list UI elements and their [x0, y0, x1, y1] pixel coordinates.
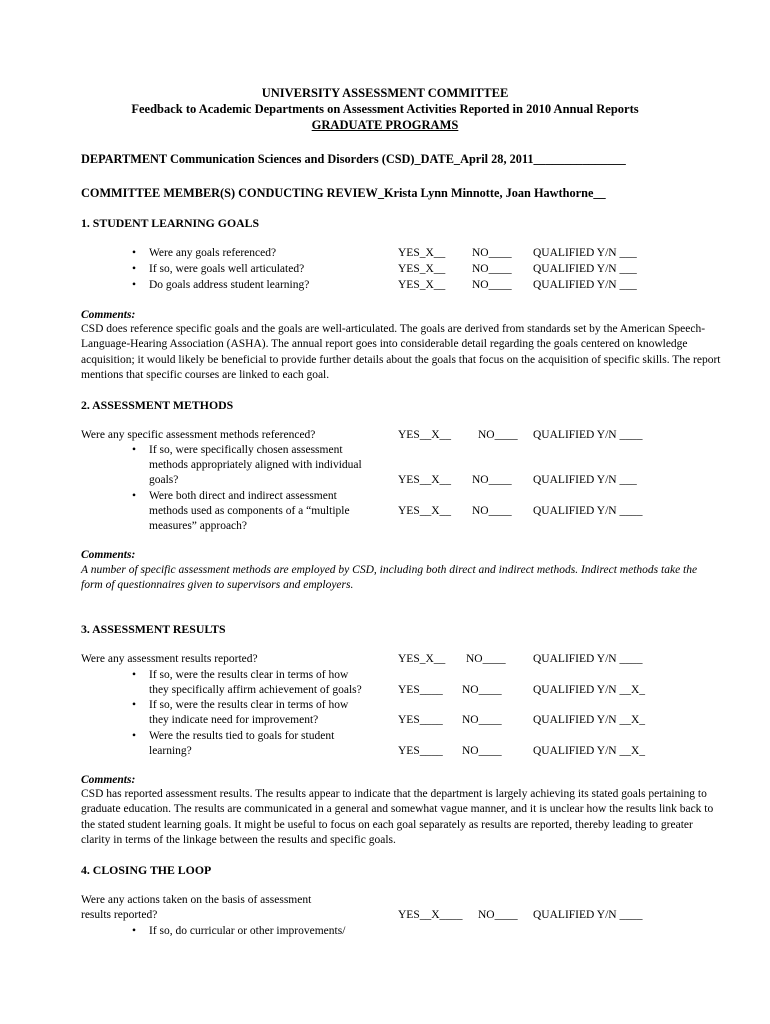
s3-intro-no: NO____: [466, 653, 506, 665]
s1-question-2: • If so, were goals well articulated?: [149, 262, 304, 277]
committee-line: COMMITTEE MEMBER(S) CONDUCTING REVIEW_Krista Lynn Minnotte, Joan Hawthorne__: [81, 186, 606, 200]
s3-intro: Were any assessment results reported?: [81, 653, 258, 665]
s4-intro-yes: YES__X____: [398, 909, 463, 921]
s2-bullet-1-line-3: goals?: [149, 474, 179, 486]
bullet: •: [132, 279, 137, 291]
s2-intro: Were any specific assessment methods referenced?: [81, 429, 316, 441]
s2-b2-qual: QUALIFIED Y/N ____: [533, 505, 643, 517]
s3-bullet-1-line-2: they specifically affirm achievement of goals?: [149, 684, 362, 696]
s4-bullet-1: • If so, do curricular or other improvements/: [149, 924, 345, 939]
s3-b2-no: NO____: [462, 714, 502, 726]
s1-yes-1: YES_X__: [398, 247, 446, 259]
s1-no-2: NO____: [472, 263, 512, 275]
s4-intro: Were any actions taken on the basis of assessment: [81, 894, 312, 906]
s1-qual-2: QUALIFIED Y/N ___: [533, 263, 637, 275]
s2-bullet-2-line-2: methods used as components of a “multiple: [149, 505, 350, 517]
s3-b3-yes: YES____: [398, 745, 443, 757]
s2-bullet-2: • Were both direct and indirect assessment: [149, 489, 337, 504]
s1-question-1: • Were any goals referenced?: [149, 246, 276, 261]
s2-bullet-1: • If so, were specifically chosen assessment: [149, 443, 343, 458]
s3-b2-yes: YES____: [398, 714, 443, 726]
header-program: [0, 118, 770, 133]
s2-bullet-1-line-2: methods appropriately aligned with individual: [149, 459, 362, 471]
department-line: DEPARTMENT Communication Sciences and Disorders (CSD)_DATE_April 28, 2011_______________: [81, 152, 626, 166]
s3-intro-qual: QUALIFIED Y/N ____: [533, 653, 643, 665]
s3-b1-yes: YES____: [398, 684, 443, 696]
s2-intro-qual: QUALIFIED Y/N ____: [533, 429, 643, 441]
bullet: •: [132, 263, 137, 275]
s2-b2-yes: YES__X__: [398, 505, 452, 517]
s1-qual-1: QUALIFIED Y/N ___: [533, 247, 637, 259]
s1-yes-3: YES_X__: [398, 279, 446, 291]
s2-b1-no: NO____: [472, 474, 512, 486]
s2-comments: A number of specific assessment methods are employed by CSD, including both direct and indirect methods. Indirect methods take the form of questionnaires given to supervisors and employers.: [81, 564, 698, 592]
s3-b1-qual: QUALIFIED Y/N __X_: [533, 684, 646, 696]
section-1-title: 1. STUDENT LEARNING GOALS: [81, 216, 260, 230]
s2-b1-qual: QUALIFIED Y/N ___: [533, 474, 637, 486]
header-subtitle: Feedback to Academic Departments on Assessment Activities Reported in 2010 Annual Reports: [131, 102, 639, 116]
s2-intro-no: NO____: [478, 429, 518, 441]
s3-bullet-2-line-2: they indicate need for improvement?: [149, 714, 319, 726]
bullet: •: [132, 490, 137, 502]
s2-intro-yes: YES__X__: [398, 429, 452, 441]
section-3-title: 3. ASSESSMENT RESULTS: [81, 622, 226, 636]
s3-b2-qual: QUALIFIED Y/N __X_: [533, 714, 646, 726]
s1-qual-3: QUALIFIED Y/N ___: [533, 279, 637, 291]
s1-yes-2: YES_X__: [398, 263, 446, 275]
bullet: •: [132, 444, 137, 456]
s2-b2-no: NO____: [472, 505, 512, 517]
s1-no-1: NO____: [472, 247, 512, 259]
s3-b1-no: NO____: [462, 684, 502, 696]
section-2-title: 2. ASSESSMENT METHODS: [81, 398, 234, 412]
s4-intro-line-2: results reported?: [81, 909, 158, 921]
s3-b3-no: NO____: [462, 745, 502, 757]
s3-bullet-2: • If so, were the results clear in terms of how: [149, 698, 348, 713]
bullet: •: [132, 699, 137, 711]
section-4-title: 4. CLOSING THE LOOP: [81, 863, 212, 877]
s1-question-3: • Do goals address student learning?: [149, 278, 309, 293]
s2-comments-label: Comments:: [81, 549, 136, 561]
s3-bullet-1: • If so, were the results clear in terms of how: [149, 668, 348, 683]
s4-intro-no: NO____: [478, 909, 518, 921]
s4-intro-qual: QUALIFIED Y/N ____: [533, 909, 643, 921]
s3-b3-qual: QUALIFIED Y/N __X_: [533, 745, 646, 757]
bullet: •: [132, 925, 137, 937]
s1-comments-label: Comments:: [81, 309, 136, 321]
s2-bullet-2-line-3: measures” approach?: [149, 520, 248, 532]
s3-intro-yes: YES_X__: [398, 653, 446, 665]
s1-comments: CSD does reference specific goals and the goals are well-articulated. The goals are derived from standards set by the American Speech-Language-Hearing Association (ASHA). The annual report goes into considerable detail regarding the goals centered on knowledge acquisition; it would likely be beneficial to provide further details about the goals that focus on the acquisition of specific skills. The report mentions that specific courses are linked to each goal.: [81, 323, 721, 381]
header-program-text: GRADUATE PROGRAMS: [311, 118, 459, 132]
bullet: •: [132, 730, 137, 742]
s3-comments-label: Comments:: [81, 774, 136, 786]
bullet: •: [132, 247, 137, 259]
s3-bullet-3: • Were the results tied to goals for student: [149, 729, 334, 744]
s2-b1-yes: YES__X__: [398, 474, 452, 486]
s3-comments: CSD has reported assessment results. The results appear to indicate that the department is largely achieving its stated goals pertaining to graduate education. The results are communicated in a general and somewhat vague manner, and it is unclear how the results link back to the stated student learning goals. It might be useful to focus on each goal separately as results are reported, thereby leading to greater clarity in terms of the linkage between the results and specific goals.: [81, 788, 714, 846]
header-title: UNIVERSITY ASSESSMENT COMMITTEE: [261, 86, 509, 100]
s3-bullet-3-line-2: learning?: [149, 745, 192, 757]
s1-no-3: NO____: [472, 279, 512, 291]
bullet: •: [132, 669, 137, 681]
